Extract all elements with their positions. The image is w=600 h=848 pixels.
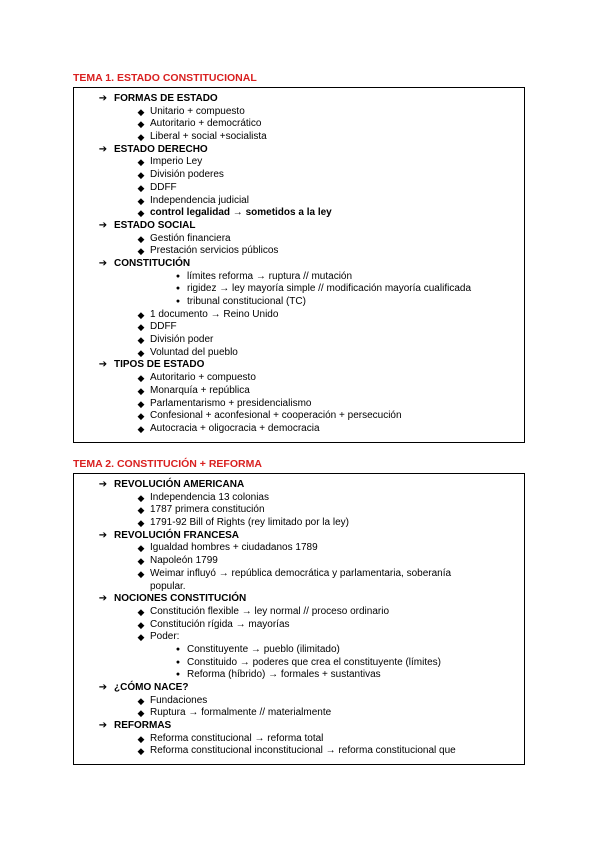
tema2-line-text: Constitución flexible → ley normal // proceso ordinario [150, 605, 389, 617]
tema1-outline-line [74, 283, 524, 296]
tema2-outline-line [74, 593, 524, 606]
diamond-bullet-icon: ◆ [137, 492, 145, 503]
diamond-bullet-icon: ◆ [137, 347, 145, 358]
tema2-outline-line [74, 745, 524, 758]
tema1-line-text: División poder [150, 334, 214, 346]
tema2-outline-line [74, 530, 524, 543]
tema2-line-text: Independencia 13 colonias [150, 491, 269, 503]
diamond-bullet-icon: ◆ [137, 157, 145, 168]
tema2-line-text: Reforma constitucional inconstitucional → reforma constitucional que [150, 745, 456, 757]
tema2-line-text: REFORMAS [114, 720, 172, 732]
tema2-outline-line [74, 542, 524, 555]
tema1-line-text: Confesional + aconfesional + cooperación + persecución [150, 410, 402, 422]
tema1-outline-line [74, 106, 524, 119]
tema2-outline-line [74, 669, 524, 682]
diamond-bullet-icon: ◆ [137, 335, 145, 346]
tema2-line-text: Weimar influyó → república democrática y parlamentaria, soberanía [150, 567, 452, 579]
tema2-line-text: Napoleón 1799 [150, 555, 218, 567]
arrow-right-icon: ➔ [98, 359, 108, 371]
tema2-outline-line [74, 682, 524, 695]
tema2-outline-line [74, 657, 524, 670]
diamond-bullet-icon: ◆ [137, 619, 145, 630]
tema2-outline-line [74, 733, 524, 746]
tema1-outline-line [74, 131, 524, 144]
tema1-line-text: TIPOS DE ESTADO [114, 359, 205, 371]
tema2-line-text: 1791-92 Bill of Rights (rey limitado por la ley) [150, 517, 349, 529]
diamond-bullet-icon: ◆ [137, 606, 145, 617]
tema1-line-text: División poderes [150, 169, 224, 181]
diamond-bullet-icon: ◆ [137, 632, 145, 643]
tema2-outline-line [74, 695, 524, 708]
tema1-line-text: Independencia judicial [150, 194, 249, 206]
arrow-right-icon: ➔ [98, 593, 108, 605]
tema2-line-text: 1787 primera constitución [150, 504, 265, 516]
tema1-line-text: Imperio Ley [150, 156, 203, 168]
tema1-line-text: ESTADO DERECHO [114, 143, 208, 155]
circle-bullet-icon: ● [175, 272, 181, 280]
tema1-outline-line [74, 156, 524, 169]
tema1-title: TEMA 1. ESTADO CONSTITUCIONAL [73, 72, 257, 84]
diamond-bullet-icon: ◆ [137, 708, 145, 719]
tema2-line-text: Constituyente → pueblo (ilimitado) [187, 643, 340, 655]
tema1-line-text: CONSTITUCIÓN [114, 257, 191, 269]
circle-bullet-icon: ● [175, 285, 181, 293]
tema1-outline-line [74, 144, 524, 157]
arrow-right-icon: ➔ [98, 682, 108, 693]
diamond-bullet-icon: ◆ [137, 385, 145, 396]
tema1-outline-line [74, 372, 524, 385]
diamond-bullet-icon: ◆ [137, 119, 145, 130]
tema2-outline-line [74, 504, 524, 517]
tema1-line-text: 1 documento → Reino Unido [150, 308, 279, 320]
tema1-outline-line [74, 195, 524, 208]
tema2-outline-line [74, 644, 524, 657]
tema1-outline-box [73, 87, 525, 443]
tema1-line-text: control legalidad → sometidos a la ley [150, 207, 332, 219]
diamond-bullet-icon: ◆ [137, 132, 145, 143]
diamond-bullet-icon: ◆ [137, 106, 145, 117]
tema1-outline-line [74, 321, 524, 334]
tema1-outline-line [74, 233, 524, 246]
diamond-bullet-icon: ◆ [137, 322, 145, 333]
tema2-outline-line [74, 568, 524, 581]
tema2-line-text: Constitución rígida → mayorías [150, 618, 290, 630]
tema1-outline-line [74, 258, 524, 271]
circle-bullet-icon: ● [175, 645, 181, 653]
tema2-outline-line [74, 606, 524, 619]
tema2-line-text: Reforma constitucional → reforma total [150, 732, 324, 744]
diamond-bullet-icon: ◆ [137, 695, 145, 706]
tema1-outline-line [74, 118, 524, 131]
diamond-bullet-icon: ◆ [137, 568, 145, 579]
tema1-outline-line [74, 169, 524, 182]
arrow-right-icon: ➔ [98, 219, 108, 231]
tema2-outline-line [74, 479, 524, 492]
tema1-line-text: DDFF [150, 321, 177, 333]
tema1-outline-line [74, 398, 524, 411]
tema1-outline-line [74, 385, 524, 398]
diamond-bullet-icon: ◆ [137, 182, 145, 193]
diamond-bullet-icon: ◆ [137, 518, 145, 529]
tema2-line-text: NOCIONES CONSTITUCIÓN [114, 593, 247, 605]
tema2-line-text: popular. [150, 580, 186, 592]
diamond-bullet-icon: ◆ [137, 556, 145, 567]
tema1-outline-line [74, 245, 524, 258]
tema2-line-text: Ruptura → formalmente // materialmente [150, 707, 332, 719]
tema1-line-text: tribunal constitucional (TC) [187, 296, 306, 307]
tema2-line-text: REVOLUCIÓN AMERICANA [114, 479, 245, 490]
tema2-outline-line [74, 517, 524, 530]
tema1-outline-line [74, 182, 524, 195]
tema1-line-text: límites reforma → ruptura // mutación [187, 270, 353, 282]
tema2-line-text: Poder: [150, 631, 180, 643]
tema1-outline-line [74, 220, 524, 233]
tema1-line-text: FORMAS DE ESTADO [114, 93, 218, 104]
tema2-line-text: Fundaciones [150, 694, 208, 706]
diamond-bullet-icon: ◆ [137, 208, 145, 219]
diamond-bullet-icon: ◆ [137, 398, 145, 409]
arrow-right-icon: ➔ [98, 720, 108, 732]
circle-bullet-icon: ● [175, 298, 181, 305]
diamond-bullet-icon: ◆ [137, 233, 145, 244]
tema1-line-text: Liberal + social +socialista [150, 131, 267, 143]
tema1-line-text: Unitario + compuesto [150, 105, 245, 117]
tema1-line-text: Voluntad del pueblo [150, 346, 238, 358]
tema2-outline-line [74, 631, 524, 644]
diamond-bullet-icon: ◆ [137, 543, 145, 554]
tema2-outline-line [74, 492, 524, 505]
tema2-outline-line [74, 555, 524, 568]
circle-bullet-icon: ● [175, 671, 181, 679]
tema2-line-text: ¿CÓMO NACE? [114, 682, 189, 693]
diamond-bullet-icon: ◆ [137, 411, 145, 422]
tema1-line-text: Prestación servicios públicos [150, 245, 279, 257]
diamond-bullet-icon: ◆ [137, 195, 145, 206]
arrow-right-icon: ➔ [98, 479, 108, 490]
tema2-line-text: Constituido → poderes que crea el constituyente (límites) [187, 656, 442, 668]
arrow-right-icon: ➔ [98, 529, 108, 541]
tema1-line-text: DDFF [150, 181, 177, 193]
tema1-outline-line [74, 334, 524, 347]
tema2-outline-line [74, 707, 524, 720]
tema1-line-text: Parlamentarismo + presidencialismo [150, 397, 312, 409]
tema1-outline-line [74, 347, 524, 360]
tema1-line-text: Monarquía + república [150, 384, 250, 396]
diamond-bullet-icon: ◆ [137, 170, 145, 181]
circle-bullet-icon: ● [175, 658, 181, 666]
tema1-outline-line [74, 271, 524, 284]
diamond-bullet-icon: ◆ [137, 746, 145, 757]
tema1-line-text: Gestión financiera [150, 232, 231, 244]
tema1-line-text: Autoritario + compuesto [150, 372, 256, 384]
diamond-bullet-icon: ◆ [137, 505, 145, 516]
tema2-outline-line [74, 720, 524, 733]
tema1-outline-line [74, 296, 524, 309]
tema1-line-text: Autoritario + democrático [150, 118, 262, 130]
tema1-outline-line [74, 359, 524, 372]
tema2-title: TEMA 2. CONSTITUCIÓN + REFORMA [73, 458, 262, 470]
tema2-line-text: Reforma (híbrido) → formales + sustantivas [187, 669, 381, 681]
arrow-right-icon: ➔ [98, 257, 108, 269]
tema2-outline-line [74, 619, 524, 632]
tema2-outline-line [74, 581, 524, 594]
tema1-line-text: Autocracia + oligocracia + democracia [150, 422, 320, 434]
tema1-outline-line [74, 93, 524, 106]
tema2-line-text: REVOLUCIÓN FRANCESA [114, 529, 240, 541]
arrow-right-icon: ➔ [98, 93, 108, 104]
tema1-outline-line [74, 423, 524, 436]
tema1-outline-line [74, 309, 524, 322]
tema2-line-text: Igualdad hombres + ciudadanos 1789 [150, 542, 318, 554]
tema2-outline-box [73, 473, 525, 765]
diamond-bullet-icon: ◆ [137, 373, 145, 384]
arrow-right-icon: ➔ [98, 143, 108, 155]
diamond-bullet-icon: ◆ [137, 309, 145, 320]
tema1-outline-line [74, 207, 524, 220]
tema1-line-text: ESTADO SOCIAL [114, 219, 196, 231]
diamond-bullet-icon: ◆ [137, 423, 145, 434]
tema1-line-text: rigidez → ley mayoría simple // modificación mayoría cualificada [187, 283, 471, 295]
diamond-bullet-icon: ◆ [137, 733, 145, 744]
diamond-bullet-icon: ◆ [137, 246, 145, 257]
tema1-outline-line [74, 410, 524, 423]
